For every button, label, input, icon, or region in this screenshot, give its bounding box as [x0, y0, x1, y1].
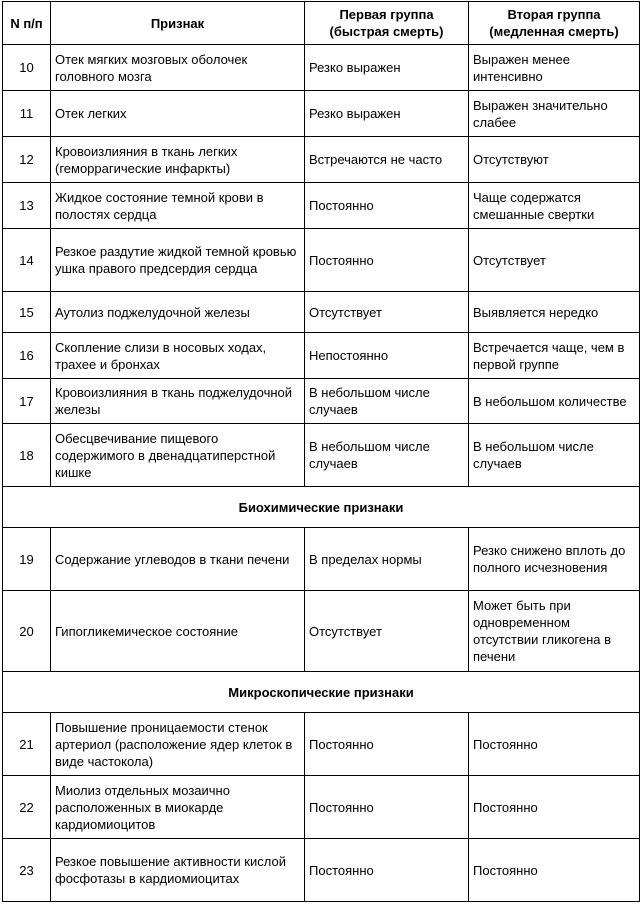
row-group2: Отсутствует	[469, 229, 640, 292]
table-row	[3, 183, 640, 229]
row-group1: Встречаются не часто	[305, 137, 469, 183]
section-row	[3, 672, 640, 713]
row-group2: Постоянно	[469, 839, 640, 902]
row-num: 16	[3, 333, 51, 379]
row-sign: Аутолиз поджелудочной железы	[51, 292, 305, 333]
section-biochem-title: Биохимические признаки	[3, 487, 640, 528]
row-group1: Непостоянно	[305, 333, 469, 379]
row-group1: Постоянно	[305, 776, 469, 839]
table-row	[3, 839, 640, 902]
row-group1: Отсутствует	[305, 292, 469, 333]
table-row	[3, 137, 640, 183]
header-group2: Вторая группа (медленная смерть)	[469, 2, 640, 45]
row-group1: Резко выражен	[305, 91, 469, 137]
row-group2: Выражен менее интенсивно	[469, 45, 640, 91]
row-num: 10	[3, 45, 51, 91]
row-sign: Скопление слизи в носовых ходах, трахее и бронхах	[51, 333, 305, 379]
table-row	[3, 333, 640, 379]
row-group1: Резко выражен	[305, 45, 469, 91]
row-sign: Содержание углеводов в ткани печени	[51, 528, 305, 591]
row-num: 15	[3, 292, 51, 333]
row-group2: Встречается чаще, чем в первой группе	[469, 333, 640, 379]
table-row	[3, 292, 640, 333]
row-group2: Постоянно	[469, 713, 640, 776]
table-row	[3, 424, 640, 487]
table-row	[3, 379, 640, 424]
section-micro-title: Микроскопические признаки	[3, 672, 640, 713]
row-group2: Выражен значительно слабее	[469, 91, 640, 137]
row-sign: Отек легких	[51, 91, 305, 137]
row-sign: Жидкое состояние темной крови в полостях сердца	[51, 183, 305, 229]
row-group1: Постоянно	[305, 183, 469, 229]
row-sign: Кровоизлияния в ткань поджелудочной железы	[51, 379, 305, 424]
row-num: 21	[3, 713, 51, 776]
row-sign: Миолиз отдельных мозаично расположенных в миокарде кардиомиоцитов	[51, 776, 305, 839]
header-row	[3, 2, 640, 45]
row-group1: Постоянно	[305, 713, 469, 776]
row-group1: Постоянно	[305, 229, 469, 292]
comparison-table	[2, 1, 640, 902]
row-num: 22	[3, 776, 51, 839]
row-group2: В небольшом числе случаев	[469, 424, 640, 487]
table-row	[3, 229, 640, 292]
section-row	[3, 487, 640, 528]
row-sign: Повышение проницаемости стенок артериол (расположение ядер клеток в виде частокола)	[51, 713, 305, 776]
row-group2: Постоянно	[469, 776, 640, 839]
row-group1: В небольшом числе случаев	[305, 379, 469, 424]
header-group1: Первая группа (быстрая смерть)	[305, 2, 469, 45]
row-group1: Отсутствует	[305, 591, 469, 672]
row-sign: Кровоизлияния в ткань легких (геморрагические инфаркты)	[51, 137, 305, 183]
row-num: 14	[3, 229, 51, 292]
row-group2: Резко снижено вплоть до полного исчезновения	[469, 528, 640, 591]
header-num: N п/п	[3, 2, 51, 45]
row-sign: Гипогликемическое состояние	[51, 591, 305, 672]
table-row	[3, 528, 640, 591]
row-group1: В небольшом числе случаев	[305, 424, 469, 487]
table-row	[3, 713, 640, 776]
row-sign: Резкое повышение активности кислой фосфотазы в кардиомиоцитах	[51, 839, 305, 902]
row-group2: В небольшом количестве	[469, 379, 640, 424]
row-num: 13	[3, 183, 51, 229]
row-group1: Постоянно	[305, 839, 469, 902]
row-group1: В пределах нормы	[305, 528, 469, 591]
row-group2: Чаще содержатся смешанные свертки	[469, 183, 640, 229]
table-row	[3, 591, 640, 672]
row-num: 23	[3, 839, 51, 902]
row-num: 20	[3, 591, 51, 672]
header-sign: Признак	[51, 2, 305, 45]
table-row	[3, 776, 640, 839]
row-num: 19	[3, 528, 51, 591]
row-num: 17	[3, 379, 51, 424]
row-sign: Резкое раздутие жидкой темной кровью ушка правого предсердия сердца	[51, 229, 305, 292]
row-num: 12	[3, 137, 51, 183]
row-group2: Отсутствуют	[469, 137, 640, 183]
row-sign: Отек мягких мозговых оболочек головного мозга	[51, 45, 305, 91]
row-group2: Выявляется нередко	[469, 292, 640, 333]
row-num: 11	[3, 91, 51, 137]
row-group2: Может быть при одновременном отсутствии гликогена в печени	[469, 591, 640, 672]
row-sign: Обесцвечивание пищевого содержимого в двенадцатиперстной кишке	[51, 424, 305, 487]
row-num: 18	[3, 424, 51, 487]
table-row	[3, 45, 640, 91]
table-row	[3, 91, 640, 137]
